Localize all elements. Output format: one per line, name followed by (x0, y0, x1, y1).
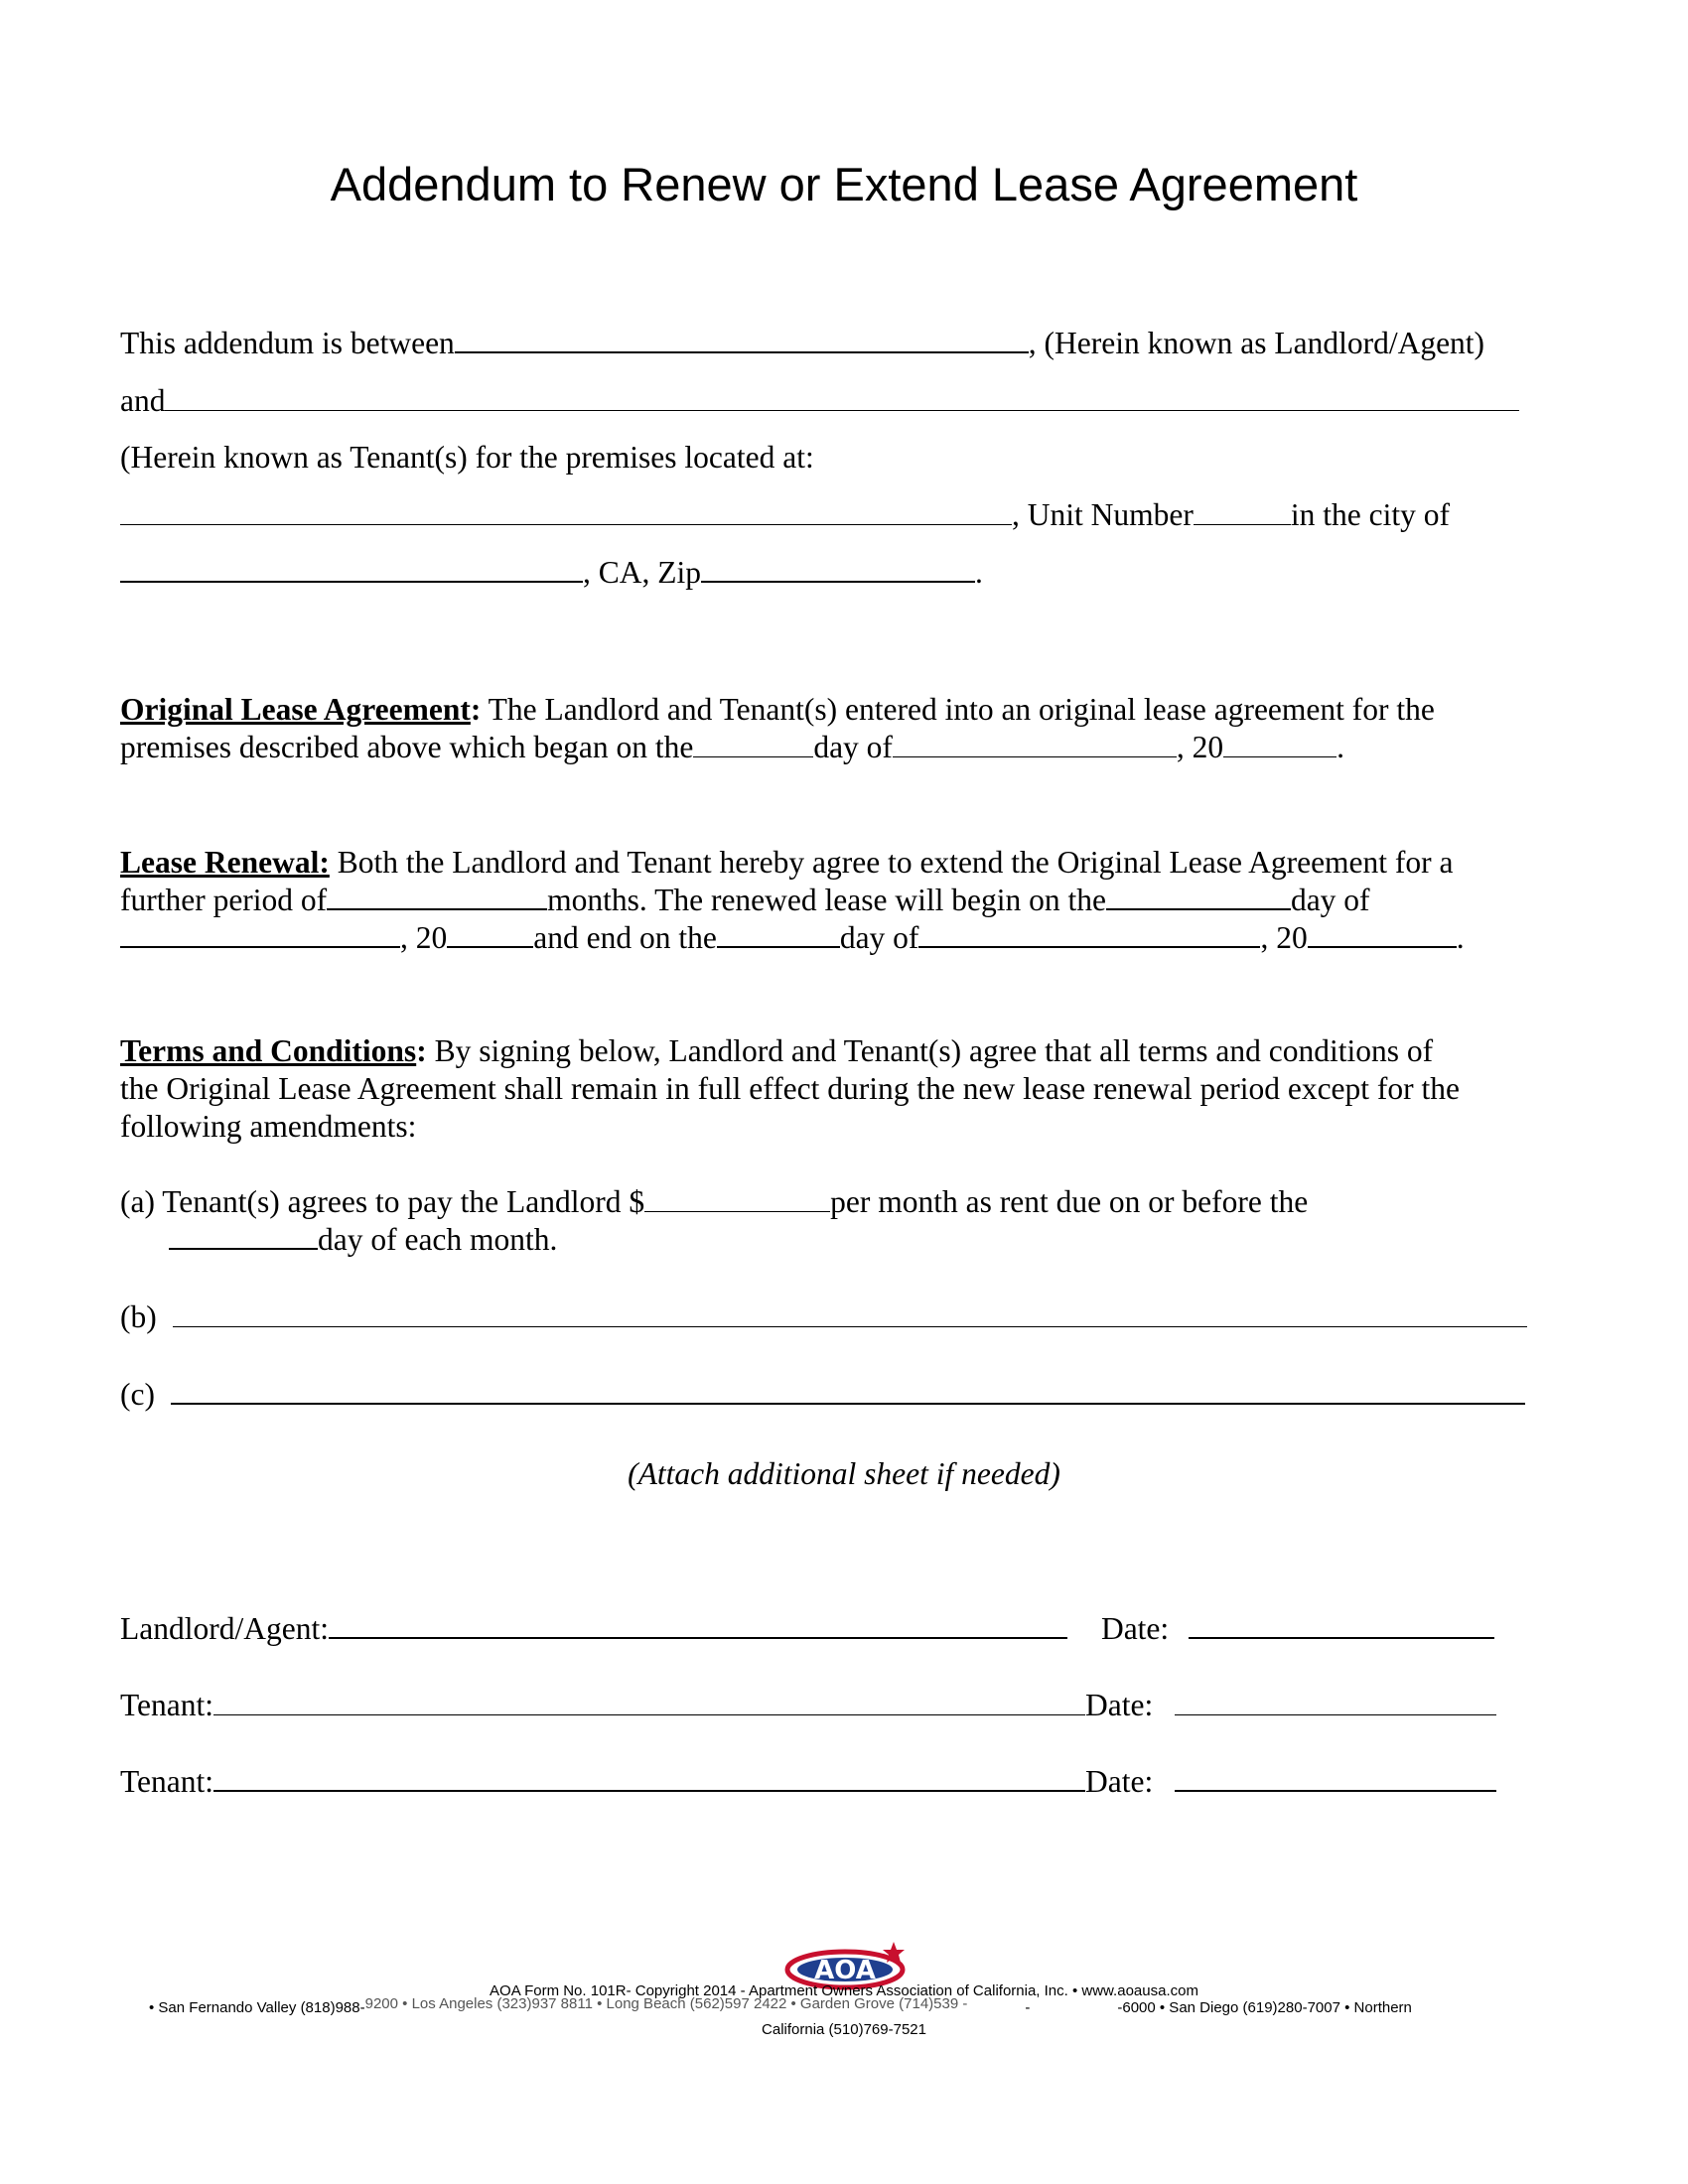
state-zip-text: , CA, Zip (583, 555, 702, 590)
tenant-signature-line-1 (120, 1687, 1496, 1724)
original-lease-text-1: The Landlord and Tenant(s) entered into an original lease agreement for the (481, 692, 1435, 727)
renewal-start-day-field[interactable] (1106, 883, 1291, 910)
amendment-b-field[interactable] (173, 1300, 1527, 1327)
period: . (975, 555, 983, 590)
renewal-line-3 (120, 919, 1465, 957)
unit-number-field[interactable] (1194, 498, 1291, 525)
tenant-premises-text: (Herein known as Tenant(s) for the premises located at: (120, 440, 814, 475)
amendment-a-line-2 (169, 1221, 557, 1259)
landlord-date-field[interactable] (1189, 1611, 1494, 1639)
footer-dash: - (1025, 1999, 1031, 2016)
landlord-signature-line (120, 1610, 1494, 1648)
landlord-name-field[interactable] (455, 326, 1029, 353)
parties-line-3 (120, 439, 814, 477)
unit-prefix: , Unit Number (1012, 497, 1194, 532)
date-label: Date: (1085, 1688, 1154, 1722)
parties-line-1 (120, 325, 1484, 362)
footer-offices-sd: -6000 • San Diego (619)280-7007 • Northern (1117, 1999, 1412, 2016)
year-prefix: , 20 (1260, 920, 1308, 955)
amendment-b-line (120, 1298, 1527, 1336)
months-text: months. The renewed lease will begin on the (547, 883, 1106, 917)
amendment-c-field[interactable] (171, 1377, 1525, 1405)
parties-line-4 (120, 496, 1450, 534)
tenant-signature-label: Tenant: (120, 1688, 214, 1722)
renewal-start-year-field[interactable] (447, 920, 533, 948)
landlord-signature-label: Landlord/Agent: (120, 1611, 329, 1646)
city-field[interactable] (120, 555, 583, 583)
document-title: Addendum to Renew or Extend Lease Agreement (330, 158, 1358, 210)
period: . (1336, 730, 1345, 764)
footer-offices-northern: California (510)769-7521 (762, 2021, 926, 2038)
lease-renewal-heading: Lease Renewal: (120, 845, 330, 880)
intro-text: This addendum is between (120, 326, 455, 360)
terms-text-3: following amendments: (120, 1109, 417, 1144)
end-on-text: and end on the (533, 920, 717, 955)
city-suffix: in the city of (1290, 497, 1450, 532)
original-lease-line-2 (120, 729, 1344, 766)
amendment-a-line-1 (120, 1183, 1308, 1221)
original-year-field[interactable] (1223, 731, 1336, 757)
date-label: Date: (1100, 1611, 1170, 1646)
original-month-field[interactable] (893, 731, 1177, 757)
terms-text-1: By signing below, Landlord and Tenant(s) agree that all terms and conditions of (426, 1033, 1434, 1068)
parties-line-5 (120, 554, 983, 592)
footer-copyright: AOA Form No. 101R- Copyright 2014 - Apartment Owners Association of California, Inc. • www.aoausa.com (490, 1982, 1198, 1999)
premises-address-field[interactable] (120, 498, 1012, 525)
original-lease-colon: : (470, 692, 482, 727)
year-prefix: , 20 (400, 920, 448, 955)
tenant-signature-label: Tenant: (120, 1764, 214, 1799)
renewal-end-month-field[interactable] (918, 920, 1260, 948)
terms-text-2: the Original Lease Agreement shall remain in full effect during the new lease renewal period except for the (120, 1071, 1460, 1106)
terms-heading: Terms and Conditions (120, 1033, 417, 1068)
day-of-text: day of (813, 730, 893, 764)
footer-offices-line (149, 1995, 1412, 2017)
amendment-c-line (120, 1376, 1525, 1414)
amendment-a-text-3: day of each month. (318, 1222, 558, 1257)
terms-colon: : (416, 1033, 427, 1068)
lease-renewal-text-1: Both the Landlord and Tenant hereby agree to extend the Original Lease Agreement for a (329, 845, 1454, 880)
tenant-1-date-field[interactable] (1175, 1689, 1496, 1715)
amendment-b-label: (b) (120, 1299, 157, 1334)
original-lease-line-1 (120, 691, 1435, 729)
aoa-logo-text: AOA (814, 1956, 876, 1985)
footer-offices-la-lb-gg: • Los Angeles (323)937 8811 • Long Beach (562)597 2422 • Garden Grove (714)539 - (397, 1995, 968, 2012)
tenant-1-signature-field[interactable] (213, 1689, 1085, 1715)
monthly-rent-field[interactable] (644, 1185, 830, 1212)
terms-line-3 (120, 1108, 416, 1146)
rent-due-day-field[interactable] (169, 1222, 318, 1250)
tenant-2-date-field[interactable] (1175, 1764, 1496, 1792)
renewal-line-1 (120, 844, 1454, 882)
tenant-2-signature-field[interactable] (213, 1764, 1085, 1792)
further-period-text: further period of (120, 883, 328, 917)
tenant-signature-line-2 (120, 1763, 1496, 1801)
renewal-months-field[interactable] (327, 883, 547, 910)
original-lease-heading: Original Lease Agreement (120, 692, 471, 727)
tenant-name-field[interactable] (165, 384, 1519, 411)
amendment-a-text-1: (a) Tenant(s) agrees to pay the Landlord $ (120, 1184, 645, 1219)
attach-note: (Attach additional sheet if needed) (628, 1456, 1060, 1491)
day-of-text: day of (1290, 883, 1370, 917)
parties-line-2 (120, 382, 1519, 420)
renewal-end-year-field[interactable] (1308, 920, 1457, 948)
renewal-end-day-field[interactable] (717, 920, 840, 948)
renewal-start-month-field[interactable] (120, 920, 400, 948)
period: . (1456, 920, 1465, 955)
landlord-signature-field[interactable] (329, 1611, 1067, 1639)
day-of-text: day of (839, 920, 919, 955)
terms-line-1 (120, 1032, 1433, 1070)
original-day-field[interactable] (693, 731, 813, 757)
landlord-suffix: , (Herein known as Landlord/Agent) (1028, 326, 1485, 360)
and-label: and (120, 383, 166, 418)
terms-line-2 (120, 1070, 1460, 1108)
footer-office-sfv-number: 9200 (364, 1995, 398, 2012)
date-label: Date: (1085, 1764, 1154, 1799)
zip-field[interactable] (701, 555, 975, 583)
footer-office-sfv: • San Fernando Valley (818)988- (149, 1999, 365, 2016)
amendment-a-text-2: per month as rent due on or before the (830, 1184, 1309, 1219)
amendment-c-label: (c) (120, 1377, 155, 1412)
original-lease-text-2: premises described above which began on the (120, 730, 694, 764)
year-prefix: , 20 (1176, 730, 1224, 764)
renewal-line-2 (120, 882, 1370, 919)
